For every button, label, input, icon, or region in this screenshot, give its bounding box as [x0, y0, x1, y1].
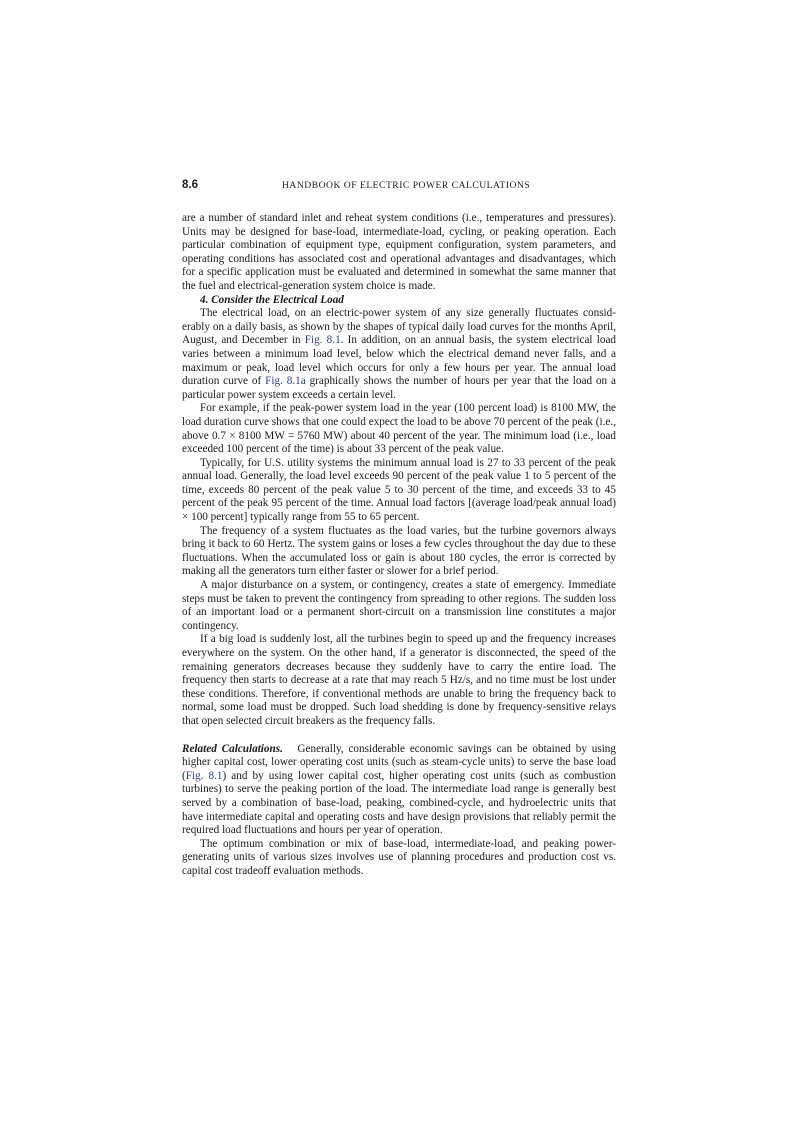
paragraph-example: For example, if the peak-power system load in the year (100 percent load) is 8100 MW, the load duration curve shows that one could expect the load to be above 70 percent of the peak (i.e., above 0.7 × 8100 MW = 5760 MW) about 40 percent of the year. The minimum load (i.e., load exceeded 100 percent of the time) is about 33 percent of the peak value. — [182, 402, 616, 456]
body-text — [182, 212, 619, 879]
text-span: ) and by using lower capital cost, higher operating cost units (such as combustion turbines) to serve the peaking portion of the load. The intermediate load range is generally best served by a combination of base-load, peaking, combined-cycle, and hydroelectric units that have intermediate capital and operating costs and have design provisions that reliably permit the required load fluctuations and hours per year of operation. — [182, 769, 616, 837]
running-title: HANDBOOK OF ELECTRIC POWER CALCULATIONS — [282, 180, 531, 191]
paragraph-typical-load: Typically, for U.S. utility systems the minimum annual load is 27 to 33 percent of the peak annual load. Generally, the load level exceeds 90 percent of the peak value 1 to 5 percent of the time, exceeds 80 percent of the peak value 5 to 30 percent of the time, and exceeds 33 to 45 percent of the peak 95 percent of the time. Annual load factors [(average load/peak annual load) × 100 percent] typically range from 55 to 65 percent. — [182, 456, 616, 524]
text-span: graphically shows the number of hours per year that the load on a particular power system exceeds a certain level. — [182, 375, 616, 401]
text-span: The electrical load, on an electric-power system of any size generally fluctuates considerably on a daily basis, as shown by the shapes of typical daily load curves for the months April, August, and December in — [182, 307, 616, 347]
paragraph-frequency: The frequency of a system fluctuates as the load varies, but the turbine governors always bring it back to 60 Hertz. The system gains or loses a few cycles throughout the day due to these fluctuations. When the accumulated loss or gain is about 180 cycles, the error is corrected by making all the generators turn either faster or slower for a brief period. — [182, 524, 616, 578]
page-number: 8.6 — [182, 179, 198, 191]
paragraph-optimum-mix: The optimum combination or mix of base-load, intermediate-load, and peaking power-generating units of various sizes involves use of planning procedures and production cost vs. capital cost tradeoff evaluation methods. — [182, 837, 616, 877]
figure-link-8-1[interactable]: Fig. 8.1 — [304, 334, 341, 347]
paragraph-electrical-load — [182, 307, 616, 402]
paragraph-related-calculations — [182, 742, 619, 838]
text-span: Generally, considerable economic savings can be obtained by using higher capital cost, lower operating cost units (such as steam-cycle units) to serve the base load ( — [182, 742, 619, 782]
figure-link-8-1a[interactable]: Fig. 8.1a — [265, 375, 306, 388]
related-calculations-label: Related Calculations. — [182, 742, 283, 755]
paragraph-load-shedding: If a big load is suddenly lost, all the turbines begin to speed up and the frequency increases everywhere on the system. On the other hand, if a generator is disconnected, the speed of the remaining generators decreases because they suddenly have to carry the entire load. The frequency then starts to decrease at a rate that may reach 5 Hz/s, and no time must be lost under these conditions. Therefore, if conventional methods are unable to bring the frequency back to normal, some load must be dropped. Such load shedding is done by frequency-sensitive relays that open selected circuit breakers as the frequency falls. — [182, 633, 616, 727]
section-heading: 4. Consider the Electrical Load — [200, 293, 344, 306]
paragraph-contingency: A major disturbance on a system, or contingency, creates a state of emergency. Immediate steps must be taken to prevent the contingency from spreading to other regions. The sudden loss of an important load or a permanent short-circuit on a transmission line constitutes a major contingency. — [182, 579, 616, 632]
text-span: . In addition, on an annual basis, the system electrical load varies between a minimum load level, below which the electrical demand never falls, and a maximum or peak, load level which occurs for only a few hours per year. The annual load duration curve of — [182, 334, 617, 388]
figure-link-8-1[interactable]: Fig. 8.1 — [185, 769, 223, 782]
paragraph-continuation: are a number of standard inlet and reheat system conditions (i.e., temperatures and pressures). Units may be designed for base-load, intermediate-load, cycling, or peaking operation. Each particular combination of equipment type, equipment configuration, system parameters, and operating conditions has associated cost and operational advantages and disadvantages, which for a specific application must be evaluated and determined in somewhat the same manner that the fuel and electrical-generation system choice is made. — [182, 212, 616, 292]
page-header — [182, 179, 616, 195]
